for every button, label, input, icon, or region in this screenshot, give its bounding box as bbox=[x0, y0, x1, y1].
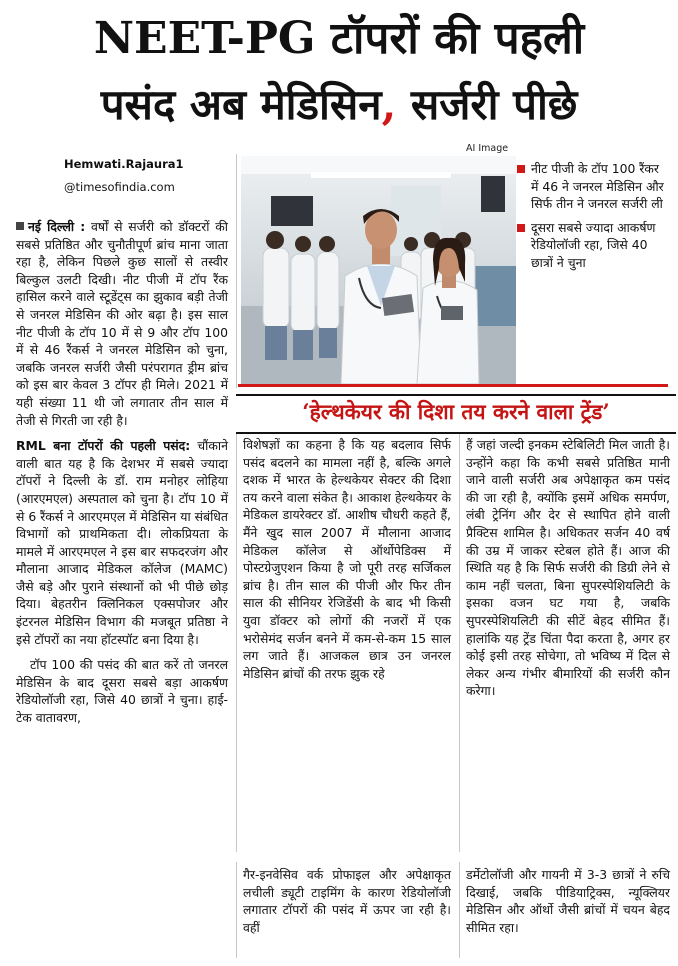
author-byline: Hemwati.Rajaura1 bbox=[64, 157, 184, 171]
highlight-text-1: नीट पीजी के टॉप 100 रैंकर में 46 ने जनरल मेडिसिन और सिर्फ तीन ने जनरल सर्जरी ली bbox=[531, 161, 664, 211]
article-column-3 bbox=[466, 436, 670, 700]
quote-banner: ‘हेल्थकेयर की दिशा तय करने वाला ट्रेंड’ bbox=[302, 399, 610, 424]
banner-accent-bar bbox=[238, 384, 668, 387]
ai-image-tag: AI Image bbox=[466, 143, 509, 154]
highlight-text-2: दूसरा सबसे ज्यादा आकर्षण रेडियोलॉजी रहा, जिसे 40 छात्रों ने चुना bbox=[531, 219, 656, 270]
column-2-para-1: विशेषज्ञों का कहना है कि यह बदलाव सिर्फ पसंद बदलने का मामला नहीं है, बल्कि अगले दशक में भारत के हेल्थकेयर सेक्टर की दिशा तय करने वाला संकेत है। आकाश हेल्थकेयर के मेडिकल डायरेक्टर डॉ. आशीष चौधरी कहते हैं, मैंने खुद साल 2007 में मौलाना आजाद मेडिकल कॉलेज से ऑर्थोपेडिक्स में पोस्टग्रेजुएशन किया है जो पूरी तरह सर्जिकल ब्रांच है। तीन साल की पीजी और फिर तीन साल की सीनियर रेजिडेंसी के बाद भी किसी युवा डॉक्टर को लोगों की नजरों में एक भरोसेमंद सर्जन बनने में कम-से-कम 15 साल लग जाते हैं। आजकल छात्र उन जनरल मेडिसिन ब्रांचों की तरफ झुक रहे bbox=[243, 437, 451, 681]
column-rule bbox=[236, 154, 237, 388]
headline-comma: , bbox=[381, 80, 397, 129]
bullet-square-icon bbox=[16, 222, 24, 230]
subheading-rml: RML बना टॉपरों की पहली पसंद: bbox=[16, 438, 191, 454]
column-rule bbox=[459, 432, 460, 852]
dateline: नई दिल्ली : bbox=[28, 219, 86, 234]
column-rule bbox=[236, 432, 237, 852]
column-2-bottom bbox=[243, 866, 451, 936]
column-rule bbox=[459, 862, 460, 958]
column-3-para-bottom: डर्मेटोलॉजी और गायनी में 3-3 छात्रों ने रुचि दिखाई, जबकि पीडियाट्रिक्स, न्यूक्लियर मेडिसिन और ऑर्थो जैसी ब्रांचों में चयन बेहद सीमित रहा। bbox=[466, 867, 670, 935]
source-handle: @timesofindia.com bbox=[64, 180, 175, 194]
highlights-box bbox=[517, 160, 667, 277]
column-1-para-3: टॉप 100 की पसंद की बात करें तो जनरल मेडिसिन के बाद दूसरा सबसे बड़ा आकर्षण रेडियोलॉजी रहा, जिसे 40 छात्रों ने चुना। हाई-टेक वातावरण, bbox=[16, 657, 228, 726]
article-column-1 bbox=[16, 218, 228, 727]
column-3-para-1: हैं जहां जल्दी इनकम स्टेबिलिटी मिल जाती है। उन्होंने कहा कि कभी सबसे प्रतिष्ठित मानी जाने वाली सर्जरी अब अपेक्षाकृत कम पसंद की जा रही है, क्योंकि इसमें अधिक समर्पण, लंबी ट्रेनिंग और देर से स्थापित होने वाली प्रैक्टिस शामिल है। अधिकतर सर्जन 40 वर्ष की उम्र में जाकर स्टेबल होते हैं। आज की स्थिति यह है कि सिर्फ सर्जरी की डिग्री लेने से काम नहीं चलता, बिना सुपरस्पेशियलिटी के इसका वजन घट गया है, जबकि सुपरस्पेशियलिटी की सीटें बेहद सीमित हैं। हालांकि यह ट्रेंड चिंता पैदा करता है, अगर हर कोई इसी तरह सोचेगा, तो भविष्य में दिल से लेकर अन्य गंभीर बीमारियों की सर्जरी कौन करेगा। bbox=[466, 437, 670, 699]
headline-line-2b: सर्जरी पीछे bbox=[396, 80, 578, 129]
headline-line-2 bbox=[0, 80, 678, 130]
column-1-text-2: चौंकाने वाली बात यह है कि देशभर में सबसे ज्यादा टॉपरों ने दिल्ली के डॉ. राम मनोहर लोहिया (आरएमएल) अस्पताल को चुना है। टॉप 10 में से 6 रैंकर्स ने आरएमएल में मेडिसिन या संबंधित विभागों को प्राथमिकता दी। लोकप्रियता के मामले में आरएमएल ने इस बार सफदरजंग और मौलाना आजाद मेडिकल कॉलेज (MAMC) जैसे बड़े और पुराने संस्थानों को भी पीछे छोड़ दिया। बेहतरीन क्लिनिकल एक्सपोजर और इंटरनल मेडिसिन विभाग की मजबूत प्रतिष्ठा ने इसे टॉपरों का नया हॉटस्पॉट बना दिया है। bbox=[16, 438, 228, 647]
column-2-para-bottom: गैर-इनवेसिव वर्क प्रोफाइल और अपेक्षाकृत लचीली ड्यूटी टाइमिंग के कारण रेडियोलॉजी लगातार टॉपरों की पसंद में ऊपर जा रही है। वहीं bbox=[243, 867, 451, 935]
column-1-para-2 bbox=[16, 437, 228, 648]
highlight-item bbox=[517, 219, 667, 272]
headline-line-1: NEET-PG टॉपरों की पहली bbox=[93, 13, 585, 64]
headline-line-2a: पसंद अब मेडिसिन bbox=[100, 80, 382, 129]
red-square-bullet-icon bbox=[517, 165, 525, 173]
highlight-item bbox=[517, 160, 667, 213]
column-1-text-1: वर्षों से सर्जरी को डॉक्टरों की सबसे प्रतिष्ठित और चुनौतीपूर्ण ब्रांच माना जाता रहा है, लेकिन पिछले कुछ सालों से तस्वीर बिल्कुल उलटी दिखी। नीट पीजी में टॉप रैंक हासिल करने वाले स्टूडेंट्स का झुकाव बड़ी तेजी से जनरल मेडिसिन की ओर बढ़ा है। इस साल नीट पीजी के टॉप 10 में से 9 और टॉप 100 में से 46 रैंकर्स ने जनरल मेडिसिन को चुना, जबकि जनरल सर्जरी जैसी परंपरागत ड्रीम ब्रांच को इस बार केवल 3 टॉपर ही मिले। 2021 में यही संख्या 11 थी जो लगातार तीन साल में तेजी से गिरती जा रही है। bbox=[16, 219, 228, 428]
column-1-para-1 bbox=[16, 218, 228, 429]
doctors-illustration bbox=[241, 156, 516, 384]
column-3-bottom bbox=[466, 866, 670, 936]
hospital-doctors-photo bbox=[241, 156, 516, 384]
red-square-bullet-icon bbox=[517, 224, 525, 232]
article-column-2 bbox=[243, 436, 451, 682]
column-rule bbox=[236, 862, 237, 958]
